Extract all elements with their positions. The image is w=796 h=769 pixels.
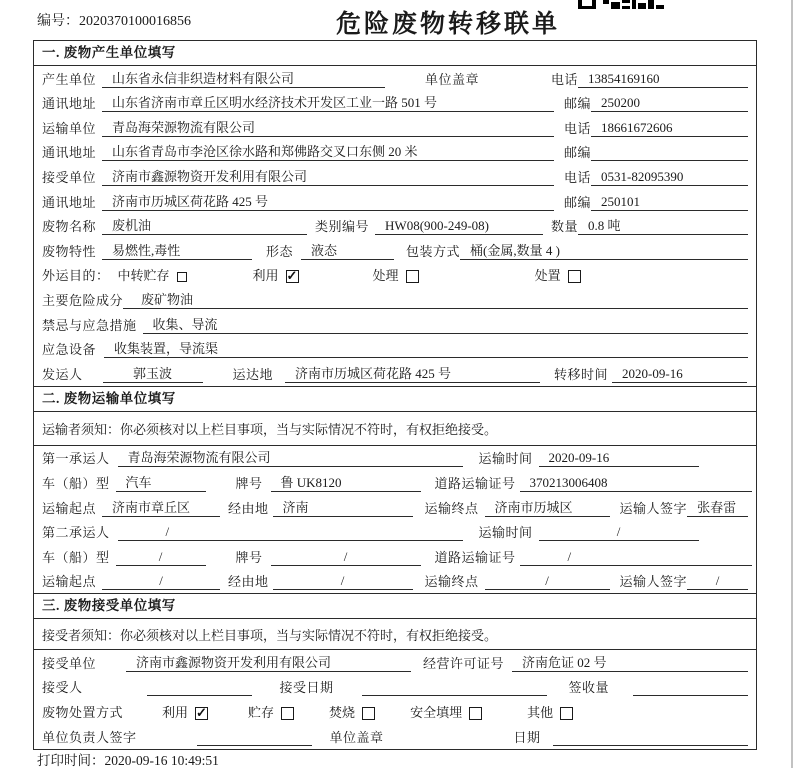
checkbox-icon — [195, 707, 208, 720]
hazard-row — [34, 287, 756, 312]
route-start-value: 济南市章丘区 — [102, 497, 220, 517]
checkbox-label: 贮存 — [248, 705, 275, 721]
qr-code-partial-icon — [578, 0, 664, 9]
section3-header: 三. 废物接受单位填写 — [34, 593, 756, 619]
disposal-option-storage — [248, 702, 294, 721]
waste-property-label: 废物特性 — [42, 243, 97, 259]
producer-value: 山东省永信非织造材料有限公司 — [102, 68, 385, 88]
checkbox-icon — [406, 270, 419, 283]
hazard-label: 主要危险成分 — [42, 292, 124, 308]
transporter-notice: 运输者须知：你必须核对以上栏目事项，当与实际情况不符时，有权拒绝接受。 — [34, 412, 756, 446]
waste-name-row — [34, 214, 756, 239]
packing-label: 包装方式 — [406, 243, 461, 259]
route-start-label: 运输起点 — [42, 574, 97, 590]
checkbox-label: 中转贮存 — [117, 268, 170, 284]
vehicle2-row — [34, 544, 756, 569]
address-label: 通讯地址 — [42, 194, 97, 210]
print-time-label: 打印时间： — [37, 753, 105, 768]
accept-unit-label: 接受单位 — [42, 655, 97, 671]
waste-name-label: 废物名称 — [42, 219, 97, 235]
taboo-value: 收集、导流 — [143, 314, 748, 334]
disposal-method-row — [34, 699, 756, 724]
receiver-row — [34, 164, 756, 189]
checkbox-icon — [286, 270, 299, 283]
route-via-value: 济南 — [273, 497, 413, 517]
form-state-label: 形态 — [266, 243, 294, 259]
date-label: 日期 — [513, 729, 541, 745]
equipment-value: 收集装置，导流渠 — [104, 338, 748, 358]
route2-row — [34, 569, 756, 594]
checkbox-label: 其他 — [527, 705, 554, 721]
category-label: 类别编号 — [315, 219, 370, 235]
print-time — [37, 749, 219, 769]
serial-label: 编号： — [37, 14, 79, 29]
disposal-option-utilize — [162, 702, 208, 721]
transporter-label: 运输单位 — [42, 120, 97, 136]
road-permit-value: 370213006408 — [520, 475, 752, 492]
route1-row — [34, 495, 756, 520]
acceptor-label: 接受人 — [42, 680, 83, 696]
route-start-value: / — [102, 573, 220, 590]
purpose-option-treat — [373, 265, 419, 284]
checkbox-label: 处置 — [534, 268, 561, 284]
waste-name-value: 废机油 — [102, 215, 307, 235]
plate-label: 牌号 — [235, 475, 263, 491]
seal-label: 单位盖章 — [425, 71, 480, 87]
address-label: 通讯地址 — [42, 145, 97, 161]
packing-value: 桶(金属,数量 4 ) — [460, 240, 748, 260]
receiver-value: 济南市鑫源物资开发利用有限公司 — [102, 166, 554, 186]
second-carrier-label: 第二承运人 — [42, 525, 110, 541]
page-edge-divider — [791, 0, 793, 768]
phone-label: 电话 — [564, 169, 592, 185]
transporter-phone-value: 18661672606 — [591, 120, 748, 137]
disposal-option-landfill — [410, 702, 482, 721]
first-carrier-row — [34, 446, 756, 471]
equipment-row — [34, 337, 756, 362]
zip-label: 邮编 — [564, 194, 592, 210]
zip-label: 邮编 — [564, 96, 592, 112]
acceptor-value — [147, 695, 252, 696]
dispatch-row — [34, 361, 756, 386]
second-carrier-value: / — [118, 524, 463, 541]
license-value: 济南危证 02 号 — [512, 652, 748, 672]
purpose-label: 外运目的： — [42, 268, 110, 284]
purpose-row — [34, 263, 756, 288]
waste-property-row — [34, 238, 756, 263]
dispatcher-value: 郭玉波 — [103, 363, 203, 383]
acceptor-row — [34, 675, 756, 700]
checkbox-icon — [560, 707, 573, 720]
checkbox-label: 处理 — [372, 268, 399, 284]
page-title: 危险废物转移联单 — [336, 11, 561, 38]
disposal-option-other — [527, 702, 573, 721]
route-end-label: 运输终点 — [424, 500, 479, 516]
accept-date-label: 接受日期 — [279, 680, 334, 696]
producer-address-row — [34, 91, 756, 116]
serial-number: 2020370100016856 — [79, 14, 191, 29]
transfer-time-label: 转移时间 — [554, 366, 609, 382]
plate-label: 牌号 — [235, 549, 263, 565]
transport-time-value: / — [539, 524, 699, 541]
first-carrier-label: 第一承运人 — [42, 451, 110, 467]
vehicle-type-value: 汽车 — [116, 472, 206, 492]
disposal-method-label: 废物处置方式 — [42, 705, 124, 721]
vehicle1-row — [34, 470, 756, 495]
destination-label: 运达地 — [232, 366, 274, 382]
plate-value: / — [271, 549, 421, 566]
route-start-label: 运输起点 — [42, 500, 97, 516]
transport-time-value: 2020-09-16 — [539, 450, 699, 467]
document-serial — [37, 10, 191, 30]
producer-row — [34, 66, 756, 91]
address-label: 通讯地址 — [42, 96, 97, 112]
transporter-address-value: 山东省青岛市李沧区徐水路和郑佛路交叉口东侧 20 米 — [102, 141, 554, 161]
receiver-label: 接受单位 — [42, 169, 97, 185]
transporter-value: 青岛海荣源物流有限公司 — [102, 117, 554, 137]
quantity-value: 0.8 吨 — [578, 215, 748, 235]
zip-label: 邮编 — [564, 145, 592, 161]
plate-value: 鲁 UK8120 — [271, 472, 421, 492]
road-permit-value: / — [520, 549, 752, 566]
producer-zip-value: 250200 — [591, 95, 748, 112]
transporter-address-row — [34, 140, 756, 165]
unit-seal-label: 单位盖章 — [329, 729, 384, 745]
taboo-row — [34, 312, 756, 337]
accept-unit-value: 济南市鑫源物资开发利用有限公司 — [126, 652, 411, 672]
responsible-sign-value — [197, 745, 312, 746]
date-value — [553, 745, 748, 746]
vehicle-type-label: 车（船）型 — [42, 475, 110, 491]
checkbox-label: 利用 — [252, 268, 279, 284]
category-value: HW08(900-249-08) — [375, 218, 543, 235]
hazard-value: 废矿物油 — [123, 289, 748, 309]
quantity-label: 数量 — [551, 219, 579, 235]
transporter-row — [34, 115, 756, 140]
producer-address-value: 山东省济南市章丘区明水经济技术开发区工业一路 501 号 — [102, 92, 554, 112]
transporter-zip-value — [591, 160, 748, 161]
checkbox-icon — [469, 707, 482, 720]
route-via-label: 经由地 — [228, 500, 269, 516]
destination-value: 济南市历城区荷花路 425 号 — [285, 363, 540, 383]
receiver-address-row — [34, 189, 756, 214]
carrier-sign-label: 运输人签字 — [619, 500, 688, 516]
carrier-sign-value: 张春雷 — [687, 497, 748, 517]
license-label: 经营许可证号 — [423, 655, 505, 671]
receiver-phone-value: 0531-82095390 — [591, 169, 748, 186]
received-qty-label: 签收量 — [568, 680, 610, 696]
vehicle-type-label: 车（船）型 — [42, 549, 110, 565]
checkbox-icon — [362, 707, 375, 720]
second-carrier-row — [34, 520, 756, 545]
waste-transfer-form — [33, 40, 757, 750]
road-permit-label: 道路运输证号 — [434, 549, 516, 565]
route-end-value: 济南市历城区 — [485, 497, 610, 517]
checkbox-label: 焚烧 — [329, 705, 356, 721]
vehicle-type-value: / — [116, 549, 206, 566]
checkbox-label: 利用 — [162, 705, 189, 721]
first-carrier-value: 青岛海荣源物流有限公司 — [118, 447, 463, 467]
accept-date-value — [362, 695, 547, 696]
checkbox-icon — [281, 707, 294, 720]
route-via-label: 经由地 — [228, 574, 269, 590]
dispatcher-label: 发运人 — [42, 366, 83, 382]
receiver-notice: 接受者须知：你必须核对以上栏目事项，当与实际情况不符时，有权拒绝接受。 — [34, 619, 756, 650]
route-via-value: / — [273, 573, 413, 590]
responsible-sign-label: 单位负责人签字 — [42, 729, 137, 745]
checkbox-icon — [177, 272, 187, 282]
disposal-option-incinerate — [329, 702, 375, 721]
receiver-zip-value: 250101 — [591, 194, 748, 211]
transport-time-label: 运输时间 — [478, 451, 533, 467]
print-time-value: 2020-09-16 10:49:51 — [104, 753, 219, 768]
checkbox-label: 安全填埋 — [410, 705, 463, 721]
route-end-value: / — [485, 573, 610, 590]
road-permit-label: 道路运输证号 — [434, 475, 516, 491]
route-end-label: 运输终点 — [424, 574, 479, 590]
producer-label: 产生单位 — [42, 71, 97, 87]
accept-unit-row — [34, 650, 756, 675]
carrier-sign-label: 运输人签字 — [619, 574, 688, 590]
checkbox-icon — [568, 270, 581, 283]
producer-phone-value: 13854169160 — [578, 71, 748, 88]
purpose-option-transfer-storage — [118, 265, 187, 284]
section1-header: 一. 废物产生单位填写 — [34, 41, 756, 66]
equipment-label: 应急设备 — [42, 342, 97, 358]
form-state-value: 液态 — [301, 240, 394, 260]
purpose-option-dispose — [535, 265, 581, 284]
responsible-signature-row — [34, 724, 756, 749]
transfer-time-value: 2020-09-16 — [612, 366, 747, 383]
receiver-address-value: 济南市历城区荷花路 425 号 — [102, 191, 554, 211]
purpose-option-utilize — [253, 265, 299, 284]
waste-property-value: 易燃性,毒性 — [102, 240, 252, 260]
carrier-sign-value: / — [687, 573, 748, 590]
received-qty-value — [633, 695, 748, 696]
phone-label: 电话 — [564, 120, 592, 136]
section2-header: 二. 废物运输单位填写 — [34, 386, 756, 412]
taboo-label: 禁忌与应急措施 — [42, 317, 137, 333]
phone-label: 电话 — [551, 71, 579, 87]
transport-time-label: 运输时间 — [478, 525, 533, 541]
